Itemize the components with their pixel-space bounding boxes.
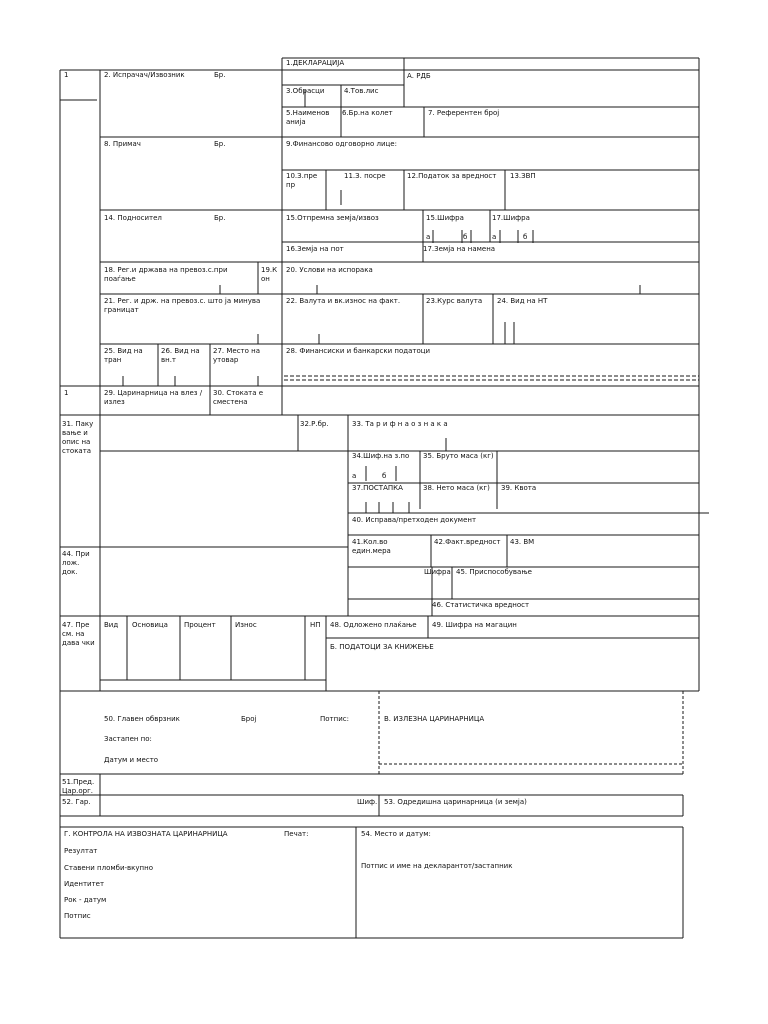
duty-col-rate: Процент	[184, 621, 216, 629]
duty-col-amount: Износ	[235, 621, 257, 629]
dispatch-country-field[interactable]: 10.З.пре пр	[286, 172, 318, 189]
forms-field[interactable]: 3.Обрасци	[286, 87, 325, 95]
container-field[interactable]: 19.К он	[261, 266, 278, 283]
origin-country-field[interactable]: 16.Земја на пот	[286, 245, 344, 253]
copy-number-top: 1	[64, 71, 69, 79]
zvp-field[interactable]: 13.ЗВП	[510, 172, 536, 180]
code17-a: а	[492, 233, 497, 241]
consignee-no-label: Бр.	[214, 140, 226, 148]
principal-number-label: Број	[241, 715, 257, 723]
origin-code-field[interactable]: 34.Шиф.на з.по	[352, 452, 410, 460]
previous-document-field[interactable]: 40. Исправа/претходен документ	[352, 516, 477, 524]
dispatch-export-field[interactable]: 15.Отпремна земја/извоз	[286, 214, 379, 222]
principal-signature-label: Потпис:	[320, 715, 349, 723]
code-field[interactable]: Шифра	[424, 568, 451, 576]
code17-b: б	[523, 233, 528, 241]
office-rdb-label: А. РДБ	[407, 72, 431, 80]
represented-by-field[interactable]: Застапен по:	[104, 735, 152, 743]
net-mass-field[interactable]: 38. Нето маса (кг)	[423, 484, 490, 492]
exchange-rate-field[interactable]: 23.Курс валута	[426, 297, 483, 305]
financial-bank-field[interactable]: 28. Финансиски и банкарски податоци	[286, 347, 431, 355]
declaration-label: 1.ДЕКЛАРАЦИЈА	[286, 59, 345, 67]
gross-mass-field[interactable]: 35. Бруто маса (кг)	[423, 452, 494, 460]
loading-place-field[interactable]: 27. Место на утовар	[213, 347, 261, 364]
code15-b: б	[463, 233, 468, 241]
currency-amount-field[interactable]: 22. Валута и вк.износ на факт.	[286, 297, 401, 305]
principal-obligor-field[interactable]: 50. Главен обврзник	[104, 715, 180, 723]
date-place-field[interactable]: Датум и место	[104, 756, 159, 764]
duties-calculation-label: 47. Пре см. на дава чки	[62, 621, 95, 647]
mode-inland-field[interactable]: 26. Вид на вн.т	[161, 347, 200, 364]
code15-a: а	[426, 233, 431, 241]
item-number-field[interactable]: 32.Р.бр.	[300, 420, 329, 428]
value-data-field[interactable]: 12.Податок за вредност	[407, 172, 497, 180]
packages-field[interactable]: 6.Бр.на колет	[342, 109, 393, 117]
attached-docs-label: 44. При лож. док.	[62, 550, 90, 576]
border-transport-field[interactable]: 21. Рег. и држ. на превоз.с. што ја минува границат	[104, 297, 261, 314]
transport-identity-field[interactable]: 18. Рег.и држава на превоз.с.при поаѓање	[104, 266, 228, 283]
origin-code-a: а	[352, 472, 357, 480]
duty-col-type: Вид	[104, 621, 119, 629]
destination-office-field[interactable]: 53. Одредишна царинарница (и земја)	[384, 798, 527, 806]
export-office-control-title: Г. КОНТРОЛА НА ИЗВОЗНАТА ЦАРИНАРНИЦА	[64, 830, 228, 838]
exporter-no-label: Бр.	[214, 71, 226, 79]
adjustment-field[interactable]: 45. Приспособување	[456, 568, 532, 576]
result-field[interactable]: Резултат	[64, 847, 98, 855]
exit-office-field[interactable]: 29. Царинарница на влез / излез	[104, 389, 203, 406]
code15-field[interactable]: 15.Шифра	[426, 214, 464, 222]
declarant-no-label: Бр.	[214, 214, 226, 222]
statistical-value-field[interactable]: 46. Статистичка вредност	[432, 601, 530, 609]
tariff-code-field[interactable]: 33. Та р и ф н а о з н а к а	[352, 420, 448, 428]
quantity-unit-field[interactable]: 41.Кол.во един.мера	[352, 538, 391, 555]
copy-number-mid: 1	[64, 389, 69, 397]
transit-offices-label: 51.Пред. Цар.орг.	[62, 778, 95, 795]
financial-responsible-field[interactable]: 9.Финансово одговорно лице:	[286, 140, 397, 148]
origin-code-b: б	[382, 472, 387, 480]
place-date-field[interactable]: 54. Место и датум:	[361, 830, 431, 838]
trading-country-field[interactable]: 11.З. посре	[344, 172, 386, 180]
duty-col-base: Основица	[132, 621, 168, 629]
seals-field[interactable]: Ставени пломби-вкупно	[64, 864, 153, 872]
warehouse-code-field[interactable]: 49. Шифра на магацин	[432, 621, 517, 629]
goods-location-field[interactable]: 30. Стоката е сместена	[213, 389, 264, 406]
control-signature-field[interactable]: Потпис	[64, 912, 91, 920]
invoice-value-field[interactable]: 42.Факт.вредност	[434, 538, 501, 546]
lists-field[interactable]: 4.Тов.лис	[344, 87, 379, 95]
accounting-data-field[interactable]: Б. ПОДАТОЦИ ЗА КНИЖЕЊЕ	[330, 643, 434, 651]
quota-field[interactable]: 39. Квота	[501, 484, 537, 492]
exporter-field[interactable]: 2. Испрачач/Извозник	[104, 71, 185, 79]
vm-field[interactable]: 43. ВМ	[510, 538, 535, 546]
transaction-type-field[interactable]: 24. Вид на НТ	[497, 297, 548, 305]
reference-field[interactable]: 7. Референтен број	[428, 109, 500, 117]
guarantee-code-label: Шиф.	[357, 798, 378, 806]
declarant-signature-field[interactable]: Потпис и име на декларантот/застапник	[361, 862, 513, 870]
goods-description-label: 31. Паку вање и опис на стоката	[62, 420, 94, 455]
declarant-field[interactable]: 14. Подносител	[104, 214, 162, 222]
guarantee-label: 52. Гар.	[62, 798, 91, 806]
deferred-payment-field[interactable]: 48. Одложено плаќање	[330, 621, 417, 629]
destination-country-field[interactable]: 17.Земја на намена	[423, 245, 496, 253]
exit-customs-office-field[interactable]: В. ИЗЛЕЗНА ЦАРИНАРНИЦА	[384, 715, 485, 723]
mode-border-field[interactable]: 25. Вид на тран	[104, 347, 143, 364]
items-field[interactable]: 5.Наименов анија	[286, 109, 330, 126]
duty-col-np: НП	[310, 621, 321, 629]
deadline-field[interactable]: Рок - датум	[64, 896, 107, 904]
identity-field[interactable]: Идентитет	[64, 880, 105, 888]
stamp-label: Печат:	[284, 830, 309, 838]
code17-field[interactable]: 17.Шифра	[492, 214, 530, 222]
consignee-field[interactable]: 8. Примач	[104, 140, 141, 148]
delivery-terms-field[interactable]: 20. Услови на испорака	[286, 266, 373, 274]
procedure-field[interactable]: 37.ПОСТАПКА	[352, 484, 403, 492]
